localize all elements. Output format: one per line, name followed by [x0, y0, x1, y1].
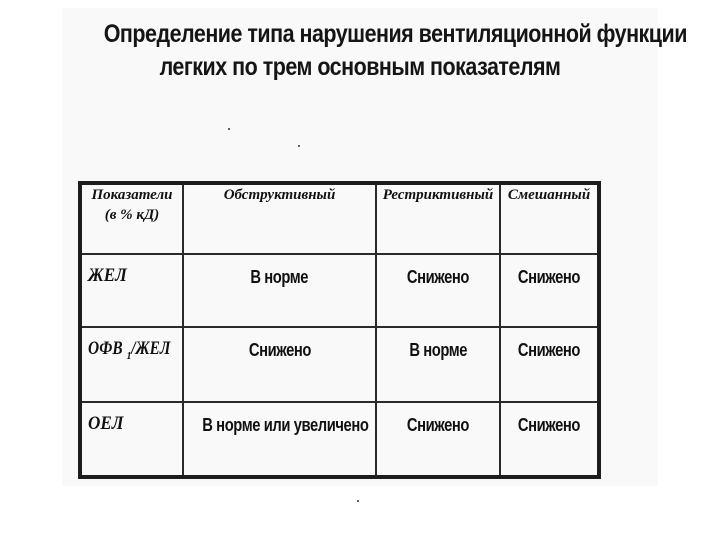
- cell-value: [500, 254, 599, 327]
- title-line-1: Определение типа нарушения вентиляционной функции: [103, 20, 687, 48]
- row-label-text: ОЕЛ: [88, 412, 124, 434]
- cell-text: Снижено: [517, 340, 581, 361]
- cell-text: В норме: [409, 340, 467, 361]
- cell-text: Снижено: [517, 414, 581, 435]
- cell-text: В норме: [250, 267, 309, 287]
- row-label: [80, 402, 183, 477]
- ventilation-table: [78, 181, 601, 479]
- table-row: [80, 254, 599, 327]
- row-label: [80, 254, 183, 327]
- cell-value: [183, 402, 376, 477]
- row-label-post: /ЖЕЛ: [131, 338, 171, 360]
- cell-value: [500, 327, 599, 402]
- table-row: [80, 327, 599, 402]
- cell-value: [183, 327, 376, 402]
- cell-text: Снижено: [406, 267, 470, 287]
- header-indicator-line-2: (в % кД): [104, 207, 160, 223]
- scan-speck: [298, 145, 300, 147]
- header-indicator: [80, 183, 183, 254]
- cell-value: [183, 254, 376, 327]
- cell-value: [376, 327, 500, 402]
- title-line-2: легких по трем основным показателям: [159, 53, 561, 81]
- row-label-pre: ОФВ: [88, 338, 123, 360]
- table-row: [80, 402, 599, 477]
- cell-text: Снижено: [248, 340, 311, 361]
- cell-text: Снижено: [517, 267, 581, 287]
- cell-value: [376, 402, 500, 477]
- cell-text: Снижено: [406, 414, 470, 435]
- cell-value: [376, 254, 500, 327]
- cell-text: В норме или увеличено: [202, 414, 369, 435]
- table-header-row: [80, 183, 599, 254]
- header-restrictive: Рестриктивный: [376, 183, 500, 254]
- page-title: [103, 18, 687, 84]
- scan-speck: [228, 128, 230, 130]
- row-label-text: ЖЕЛ: [88, 265, 127, 286]
- cell-value: [500, 402, 599, 477]
- header-indicator-line-1: Показатели: [91, 187, 173, 203]
- row-label: [80, 327, 183, 402]
- header-obstructive: Обструктивный: [183, 183, 376, 254]
- scan-speck: [357, 500, 359, 502]
- row-label-text: [88, 338, 175, 362]
- row-label-subscript: 1: [126, 349, 132, 362]
- header-mixed: Смешанный: [500, 183, 599, 254]
